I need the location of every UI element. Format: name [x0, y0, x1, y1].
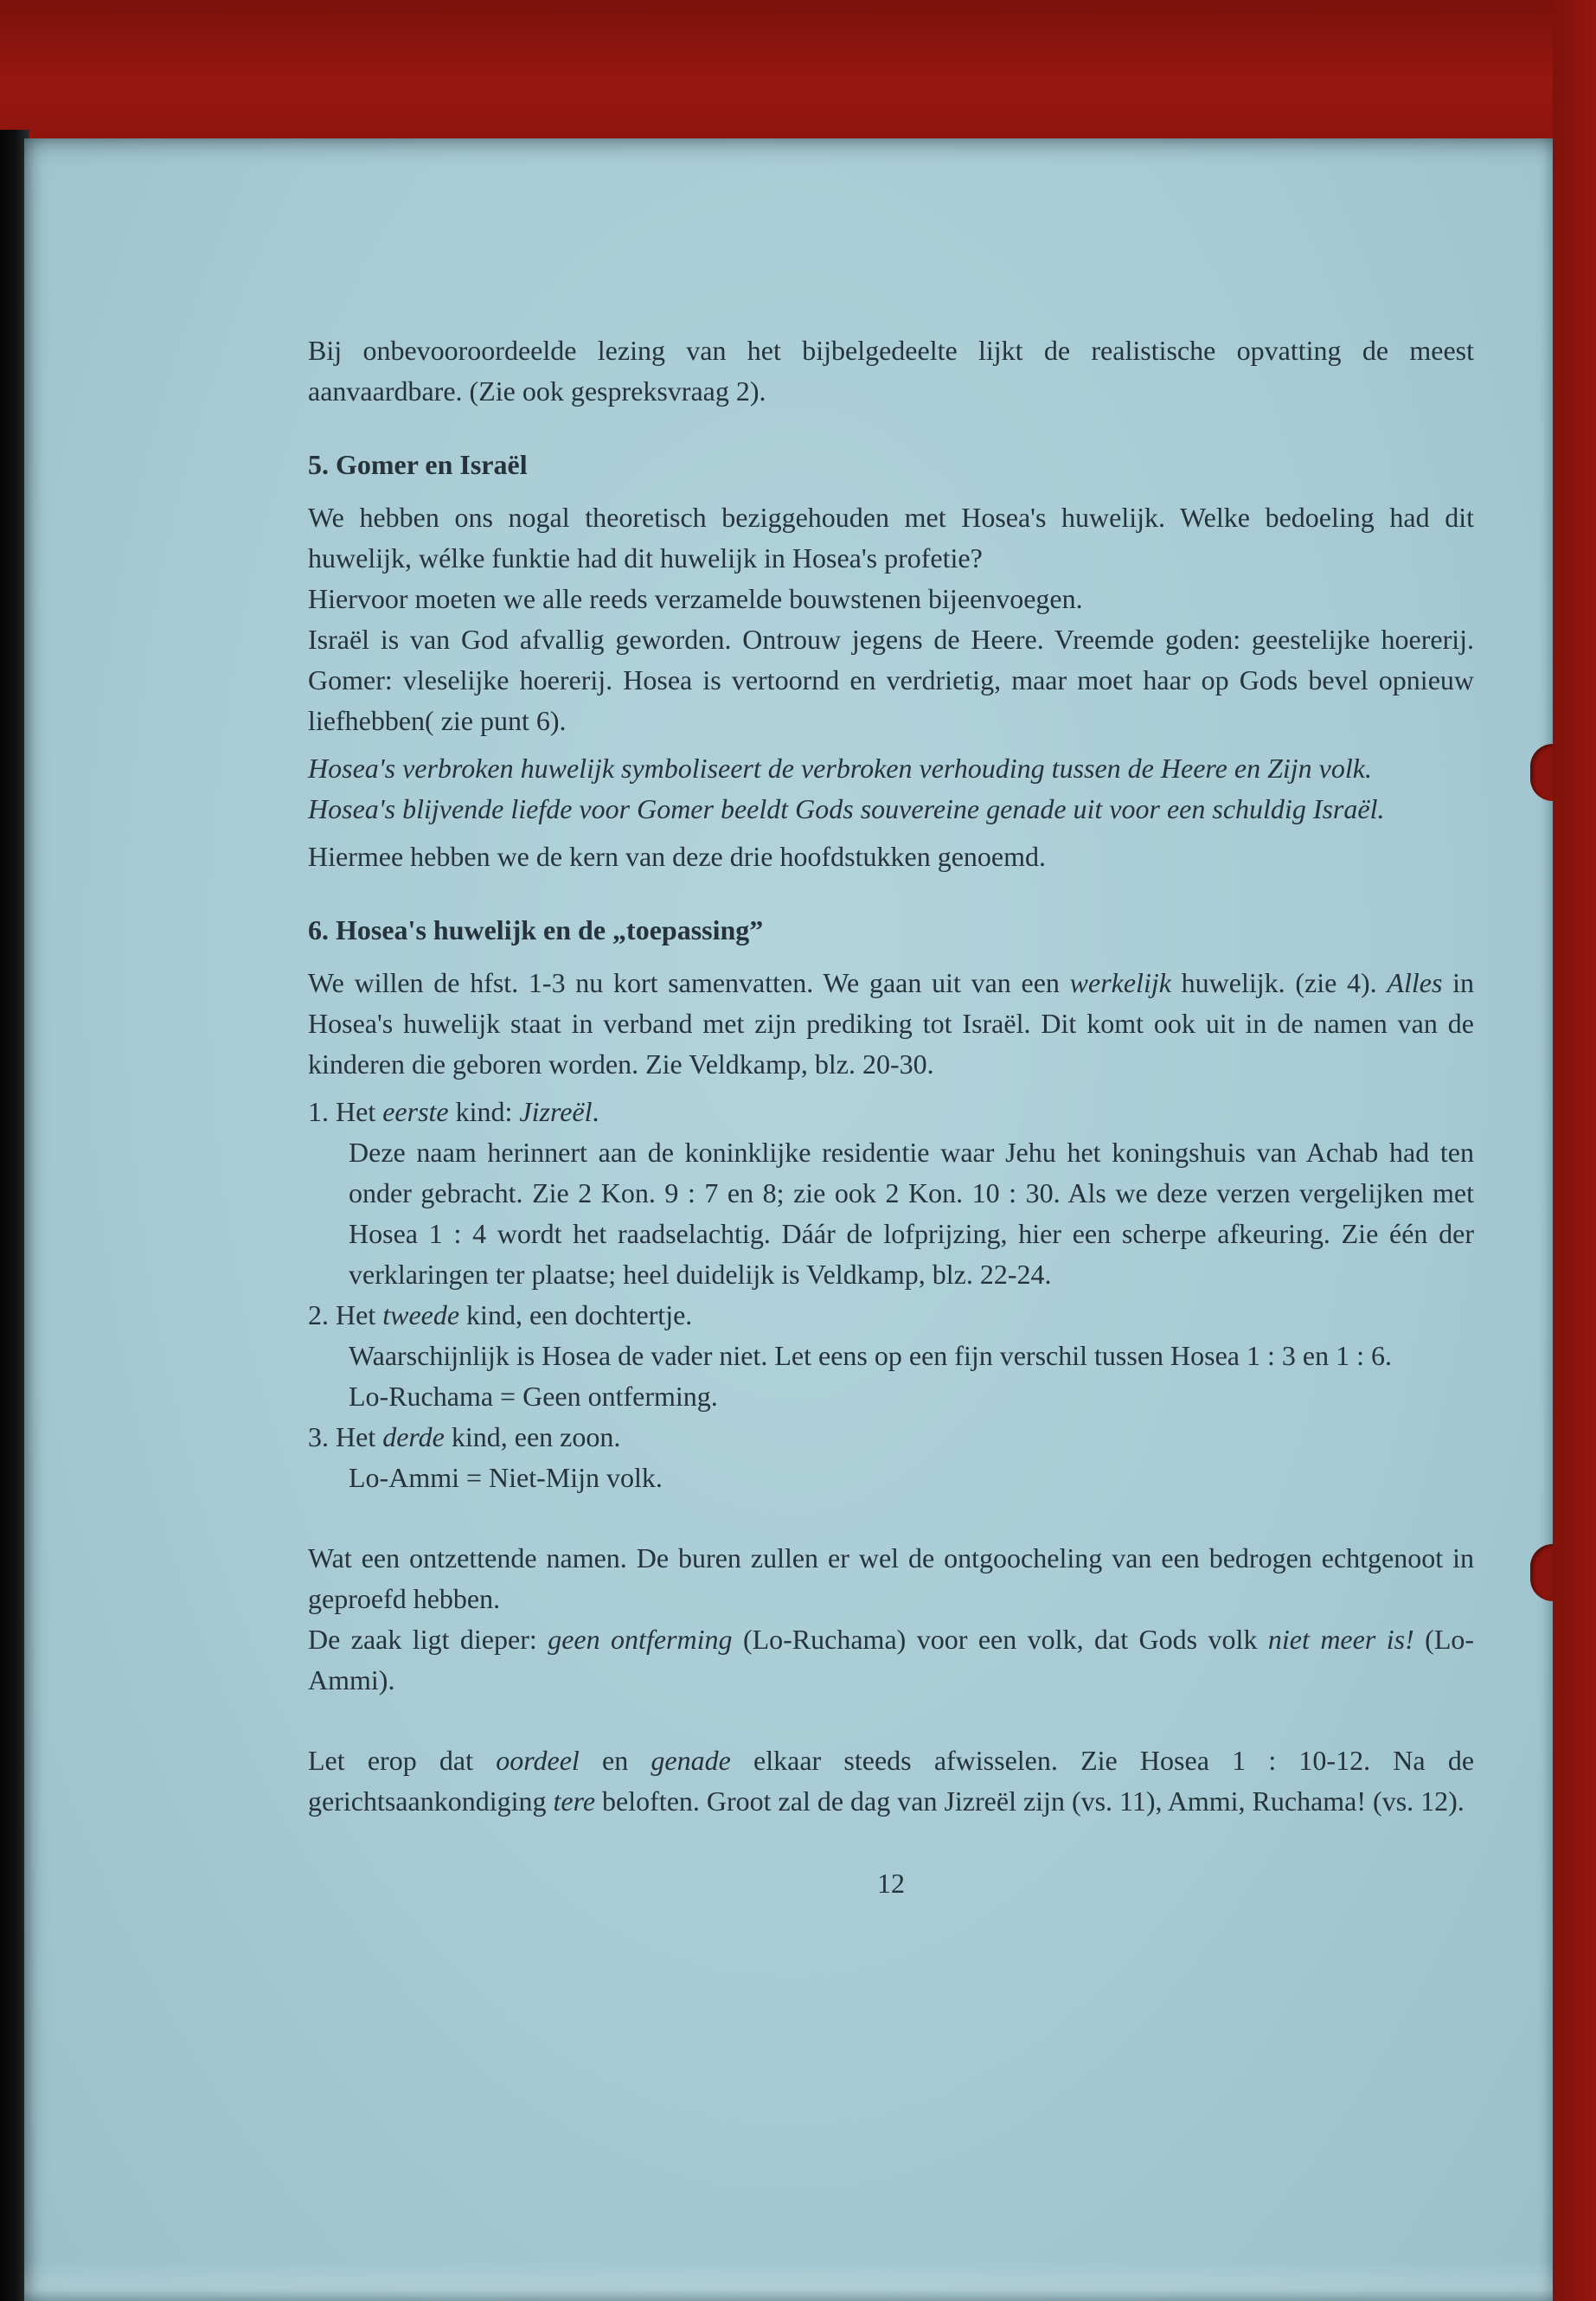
- list-item-2-title: 2. Het tweede kind, een dochtertje.: [308, 1299, 693, 1330]
- paragraph-kern: Hiermee hebben we de kern van deze drie hoofdstukken genoemd.: [308, 841, 1046, 872]
- list-item-2-loruchama: Lo-Ruchama = Geen ontferming.: [349, 1381, 718, 1412]
- paragraph-zaak-dieper: De zaak ligt dieper: geen ontferming (Lo-Ruchama) voor een volk, dat Gods volk niet meer is! (Lo-Ammi).: [308, 1624, 1475, 1695]
- text-block: [308, 330, 1474, 1904]
- list-item-3-loammi: Lo-Ammi = Niet-Mijn volk.: [349, 1462, 663, 1493]
- page-number: 12: [877, 1868, 905, 1899]
- list-item-3-title: 3. Het derde kind, een zoon.: [308, 1421, 621, 1452]
- section-heading-5: 5. Gomer en Israël: [308, 449, 528, 480]
- paragraph-bouwstenen: Hiervoor moeten we alle reeds verzamelde bouwstenen bijeenvoegen.: [308, 583, 1083, 614]
- paragraph-intro: Bij onbevooroordeelde lezing van het bijbelgedeelte lijkt de realistische opvatting de meest aanvaardbare. (Zie ook gespreksvraag 2).: [308, 335, 1474, 407]
- paragraph-symboliek-2: Hosea's blijvende liefde voor Gomer beeldt Gods souvereine genade uit voor een schuldig Israël.: [308, 793, 1385, 824]
- page-edge-notch-bottom: [1530, 1544, 1553, 1601]
- paragraph-huwelijk-vraag: We hebben ons nogal theoretisch beziggehouden met Hosea's huwelijk. Welke bedoeling had dit huwelijk, wélke funktie had dit huwelijk in Hosea's profetie?: [308, 502, 1474, 574]
- red-border-right: [1553, 0, 1596, 2301]
- paragraph-israel-afvallig: Israël is van God afvallig geworden. Ontrouw jegens de Heere. Vreemde goden: geestelijke hoererij. Gomer: vleselijke hoererij. Hosea is vertoornd en verdrietig, maar moet haar op Gods bevel opnieuw liefhebben( zie punt 6).: [308, 624, 1474, 736]
- paragraph-symboliek-1: Hosea's verbroken huwelijk symboliseert de verbroken verhouding tussen de Heere en Zijn volk.: [308, 753, 1372, 784]
- list-item-1-body: Deze naam herinnert aan de koninklijke residentie waar Jehu het koningshuis van Achab had ten onder gebracht. Zie 2 Kon. 9 : 7 en 8; zie ook 2 Kon. 10 : 30. Als we deze verzen vergelijken met Hosea 1 : 4 wordt het raadselachtig. Dáár de lofprijzing, hier een scherpe afkeuring. Zie één der verklaringen ter plaatse; heel duidelijk is Veldkamp, blz. 22-24.: [349, 1137, 1474, 1290]
- page-edge-notch-top: [1530, 744, 1553, 801]
- book-page: [24, 138, 1553, 2301]
- section-heading-6: 6. Hosea's huwelijk en de „toepassing”: [308, 914, 764, 945]
- list-item-2-body: Waarschijnlijk is Hosea de vader niet. Let eens op een fijn verschil tussen Hosea 1 : 3 en 1 : 6.: [349, 1340, 1392, 1371]
- list-item-1-title: 1. Het eerste kind: Jizreël.: [308, 1096, 599, 1127]
- red-border-top: [0, 0, 1596, 138]
- paragraph-oordeel-genade: Let erop dat oordeel en genade elkaar steeds afwisselen. Zie Hosea 1 : 10-12. Na de gerichtsaankondiging tere beloften. Groot zal de dag van Jizreël zijn (vs. 11), Ammi, Ruchama! (vs. 12).: [308, 1745, 1475, 1817]
- paragraph-samenvatting: We willen de hfst. 1-3 nu kort samenvatten. We gaan uit van een werkelijk huwelijk. (zie 4). Alles in Hosea's huwelijk staat in verband met zijn prediking tot Israël. Dit komt ook uit in de namen van de kinderen die geboren worden. Zie Veldkamp, blz. 20-30.: [308, 967, 1475, 1080]
- paragraph-ontzettende-namen: Wat een ontzettende namen. De buren zullen er wel de ontgoocheling van een bedrogen echtgenoot in geproefd hebben.: [308, 1542, 1474, 1614]
